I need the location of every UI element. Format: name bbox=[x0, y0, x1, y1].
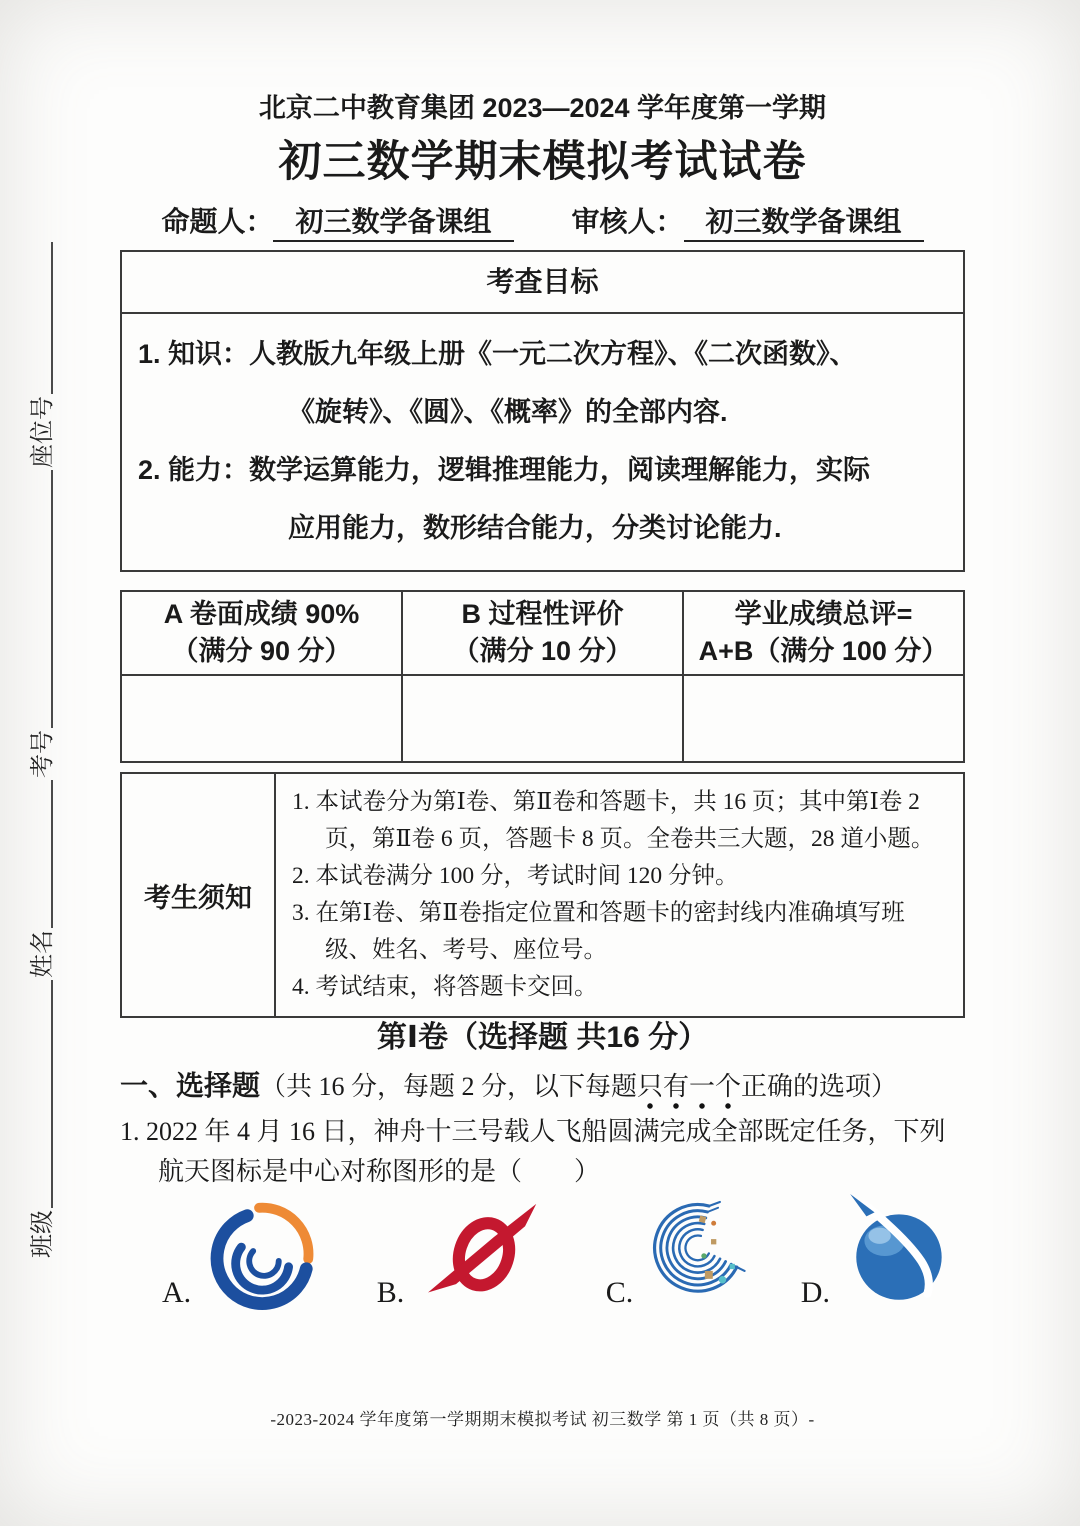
seal-label-class: 班级 bbox=[30, 1210, 56, 1258]
seal-label-seat-number: 座位号 bbox=[30, 396, 56, 468]
seal-blank-line bbox=[51, 780, 53, 928]
score-col-b: B 过程性评价 （满分 10 分） bbox=[402, 591, 683, 675]
score-cell-empty bbox=[402, 675, 683, 762]
setter-value: 初三数学备课组 bbox=[273, 200, 513, 242]
option-d-label: D. bbox=[800, 1276, 830, 1309]
notice-body bbox=[275, 773, 964, 1017]
seal-blank-line bbox=[51, 242, 53, 394]
section1-heading: 第Ⅰ卷（选择题 共16 分） bbox=[376, 1021, 709, 1054]
objectives-title: 考查目标 bbox=[122, 252, 963, 314]
mc-note-pre: （共 16 分，每题 2 分，以下每题 bbox=[260, 1072, 638, 1101]
notice-item: 3. 在第Ⅰ卷、第Ⅱ卷指定位置和答题卡的密封线内准确填写班级、姓名、考号、座位号。 bbox=[292, 900, 905, 963]
question-1-line1: 1. 2022 年 4 月 16 日，神舟十三号载人飞船圆满完成全部既定任务，下列 bbox=[120, 1117, 946, 1146]
objective-item: 2. 能力：数学运算能力，逻辑推理能力，阅读理解能力，实际 bbox=[138, 455, 871, 485]
score-cell-empty bbox=[121, 675, 402, 762]
objectives-body bbox=[122, 314, 963, 570]
byline bbox=[120, 200, 965, 242]
multiple-choice-heading bbox=[120, 1064, 965, 1104]
setter-label: 命题人： bbox=[161, 206, 274, 237]
seal-label-name: 姓名 bbox=[30, 930, 56, 978]
score-header-row bbox=[121, 591, 964, 675]
option-c-label: C. bbox=[605, 1276, 634, 1309]
seal-blank-line bbox=[51, 980, 53, 1208]
seal-label-exam-number: 考号 bbox=[30, 730, 56, 778]
score-cell-empty bbox=[683, 675, 964, 762]
seal-strip bbox=[20, 240, 60, 1260]
mc-note-emphasized: 只有一个 bbox=[637, 1072, 741, 1110]
blue-orbit-arcs-logo-icon bbox=[643, 1196, 749, 1314]
notice-item: 2. 本试卷满分 100 分，考试时间 120 分钟。 bbox=[292, 863, 739, 889]
score-table bbox=[120, 590, 965, 763]
reviewer-label: 审核人： bbox=[571, 206, 684, 237]
option-a bbox=[162, 1196, 325, 1314]
option-b-label: B. bbox=[376, 1276, 405, 1309]
multiple-choice-label: 一、选择题 bbox=[120, 1070, 261, 1101]
objectives-box bbox=[120, 250, 965, 572]
page-title: 初三数学期末模拟考试试卷 bbox=[278, 138, 807, 186]
option-d bbox=[801, 1192, 962, 1314]
question-1-line2: 航天图标是中心对称图形的是（ ） bbox=[158, 1157, 601, 1186]
reviewer-value: 初三数学备课组 bbox=[684, 200, 924, 242]
option-b bbox=[377, 1202, 555, 1314]
notice-table bbox=[120, 772, 965, 1018]
school-header: 北京二中教育集团 2023—2024 学年度第一学期 bbox=[258, 93, 827, 123]
objective-item-cont: 应用能力，数形结合能力，分类讨论能力. bbox=[288, 513, 782, 543]
question-1-options bbox=[162, 1186, 962, 1314]
mc-note-post: 正确的选项） bbox=[741, 1072, 898, 1101]
objective-item: 1. 知识：人教版九年级上册《一元二次方程》、《二次函数》、 bbox=[138, 339, 857, 369]
page-footer: -2023-2024 学年度第一学期期末模拟考试 初三数学 第 1 页（共 8 页）- bbox=[270, 1410, 815, 1429]
notice-item: 1. 本试卷分为第Ⅰ卷、第Ⅱ卷和答题卡，共 16 页；其中第Ⅰ卷 2 页，第Ⅱ卷 6 页，答题卡 8 页。全卷共三大题，28 道小题。 bbox=[292, 789, 935, 852]
question-1 bbox=[120, 1112, 965, 1192]
blue-swirl-orange-arc-logo-icon bbox=[201, 1196, 325, 1314]
score-col-total: 学业成绩总评= A+B（满分 100 分） bbox=[683, 591, 964, 675]
blue-globe-swoosh-logo-icon bbox=[840, 1192, 962, 1314]
notice-item: 4. 考试结束，将答题卡交回。 bbox=[292, 974, 598, 1000]
option-c bbox=[606, 1196, 750, 1314]
score-empty-row bbox=[121, 675, 964, 762]
seal-blank-line bbox=[51, 470, 53, 728]
notice-title: 考生须知 bbox=[121, 773, 275, 1017]
seal-margin bbox=[20, 240, 60, 1260]
red-slashed-ring-logo-icon bbox=[414, 1202, 554, 1314]
option-a-label: A. bbox=[162, 1276, 192, 1309]
objective-item-cont: 《旋转》、《圆》、《概率》的全部内容. bbox=[288, 397, 728, 427]
score-col-a: A 卷面成绩 90% （满分 90 分） bbox=[121, 591, 402, 675]
